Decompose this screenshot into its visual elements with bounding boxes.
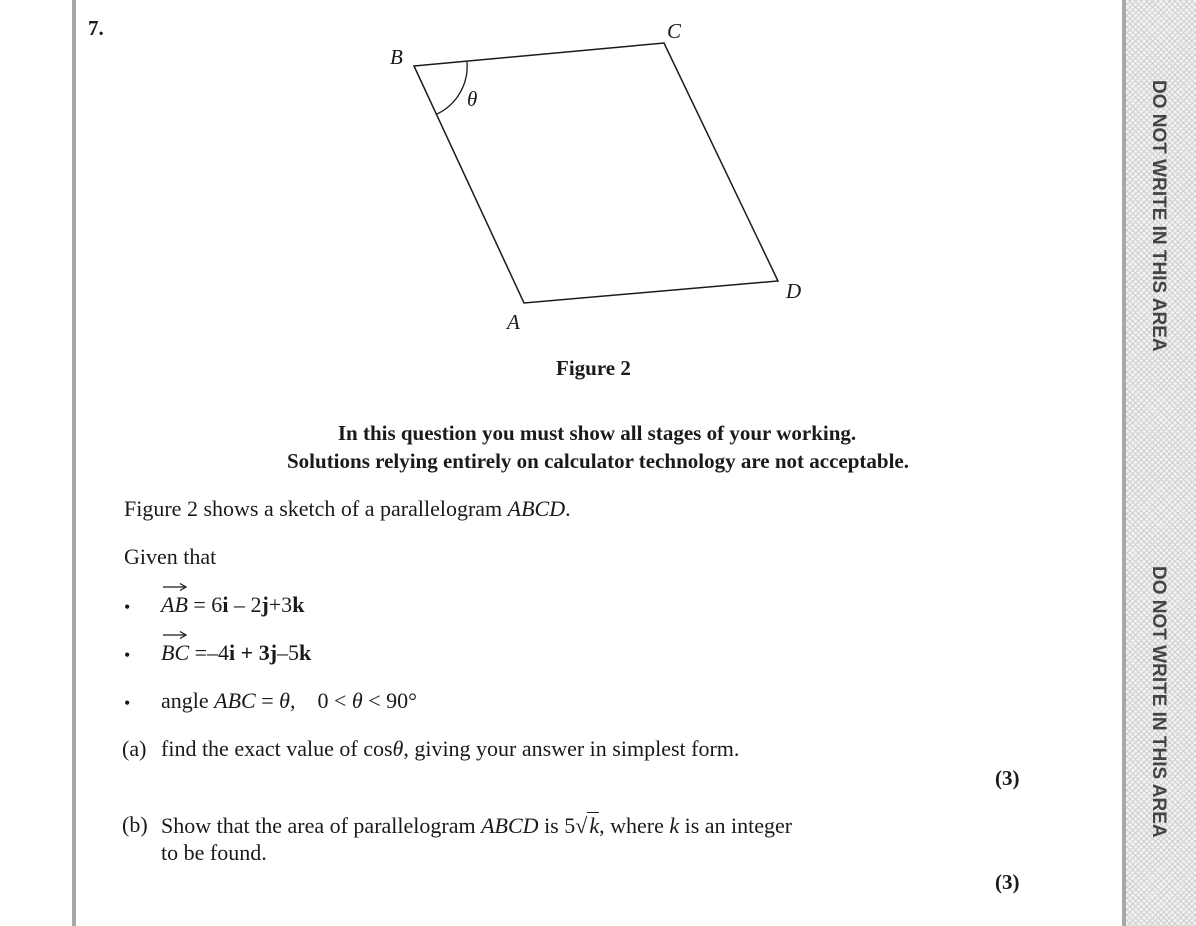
part-b-k: k xyxy=(669,813,680,838)
figure-caption: Figure 2 xyxy=(556,356,631,380)
intro-text xyxy=(124,496,571,522)
vector-bc-label: BC xyxy=(161,640,190,665)
angle-arc xyxy=(437,62,467,114)
given-bc-vector xyxy=(161,640,311,666)
ab-eq: = 6 xyxy=(187,592,223,617)
part-b-question xyxy=(161,812,792,839)
vector-arrow-icon xyxy=(163,630,187,640)
angle-text: angle xyxy=(161,688,215,713)
vector-arrow-icon xyxy=(163,582,187,592)
sqrt-symbol: √ xyxy=(575,813,588,838)
instruction-line-1: In this question you must show all stages of your working. xyxy=(337,421,857,445)
bullet-1: • xyxy=(124,597,131,617)
vertex-b-label: B xyxy=(390,45,403,69)
angle-theta-label: θ xyxy=(467,87,478,111)
do-not-write-text-top: DO NOT WRITE IN THIS AREA xyxy=(1148,80,1169,352)
intro-shape-name: ABCD xyxy=(507,496,566,521)
part-b-where: , where xyxy=(599,813,670,838)
angle-end: < 90° xyxy=(362,688,417,713)
angle-range: , 0 < xyxy=(289,688,352,713)
angle-theta-2: θ xyxy=(351,688,363,713)
part-b-is: is 5 xyxy=(538,813,576,838)
vector-ab-label: AB xyxy=(161,592,188,617)
do-not-write-text-bottom: DO NOT WRITE IN THIS AREA xyxy=(1148,566,1169,838)
part-b-label: (b) xyxy=(122,812,148,837)
given-that: Given that xyxy=(124,544,217,569)
bc-j: j xyxy=(269,640,278,665)
part-b-line-2: to be found. xyxy=(161,840,267,865)
vertex-c-label: C xyxy=(667,19,682,43)
part-a-theta: θ xyxy=(392,736,404,761)
bullet-3: • xyxy=(124,693,131,713)
ab-i: i xyxy=(222,592,229,617)
angle-theta: θ xyxy=(279,688,290,713)
part-a-label: (a) xyxy=(122,736,147,761)
angle-eq: = xyxy=(255,688,280,713)
part-a-text: find the exact value of cos xyxy=(161,736,393,761)
parallelogram-figure xyxy=(0,0,1196,340)
part-b-shape-name: ABCD xyxy=(481,813,539,838)
given-ab-vector xyxy=(161,592,304,618)
given-angle xyxy=(161,688,417,714)
intro-text-main: Figure 2 shows a sketch of a parallelogram xyxy=(124,496,508,521)
part-a-text-end: , giving your answer in simplest form. xyxy=(403,736,740,761)
vertex-d-label: D xyxy=(786,279,802,303)
bc-i: i xyxy=(229,640,236,665)
vector-ab xyxy=(161,592,188,618)
vector-bc xyxy=(161,640,189,666)
part-a-question xyxy=(161,736,739,762)
parallelogram-abcd xyxy=(414,43,778,303)
bc-mid: + 3 xyxy=(235,640,270,665)
part-b-sqrt-k: k xyxy=(589,813,600,838)
bc-eq: =–4 xyxy=(189,640,230,665)
intro-text-end: . xyxy=(565,496,571,521)
part-b-end: is an integer xyxy=(679,813,793,838)
ab-plus: +3 xyxy=(268,592,293,617)
ab-mid: – 2 xyxy=(228,592,262,617)
part-b-marks: (3) xyxy=(995,870,1020,894)
bc-k: k xyxy=(299,640,312,665)
ab-k: k xyxy=(292,592,305,617)
vertex-a-label: A xyxy=(507,310,520,334)
bc-minus: –5 xyxy=(277,640,300,665)
instruction-line-2: Solutions relying entirely on calculator technology are not acceptable. xyxy=(287,449,909,473)
angle-name: ABC xyxy=(214,688,256,713)
ab-j: j xyxy=(261,592,269,617)
question-number: 7. xyxy=(88,16,104,40)
part-b-text: Show that the area of parallelogram xyxy=(161,813,482,838)
part-a-marks: (3) xyxy=(995,766,1020,790)
bullet-2: • xyxy=(124,645,131,665)
